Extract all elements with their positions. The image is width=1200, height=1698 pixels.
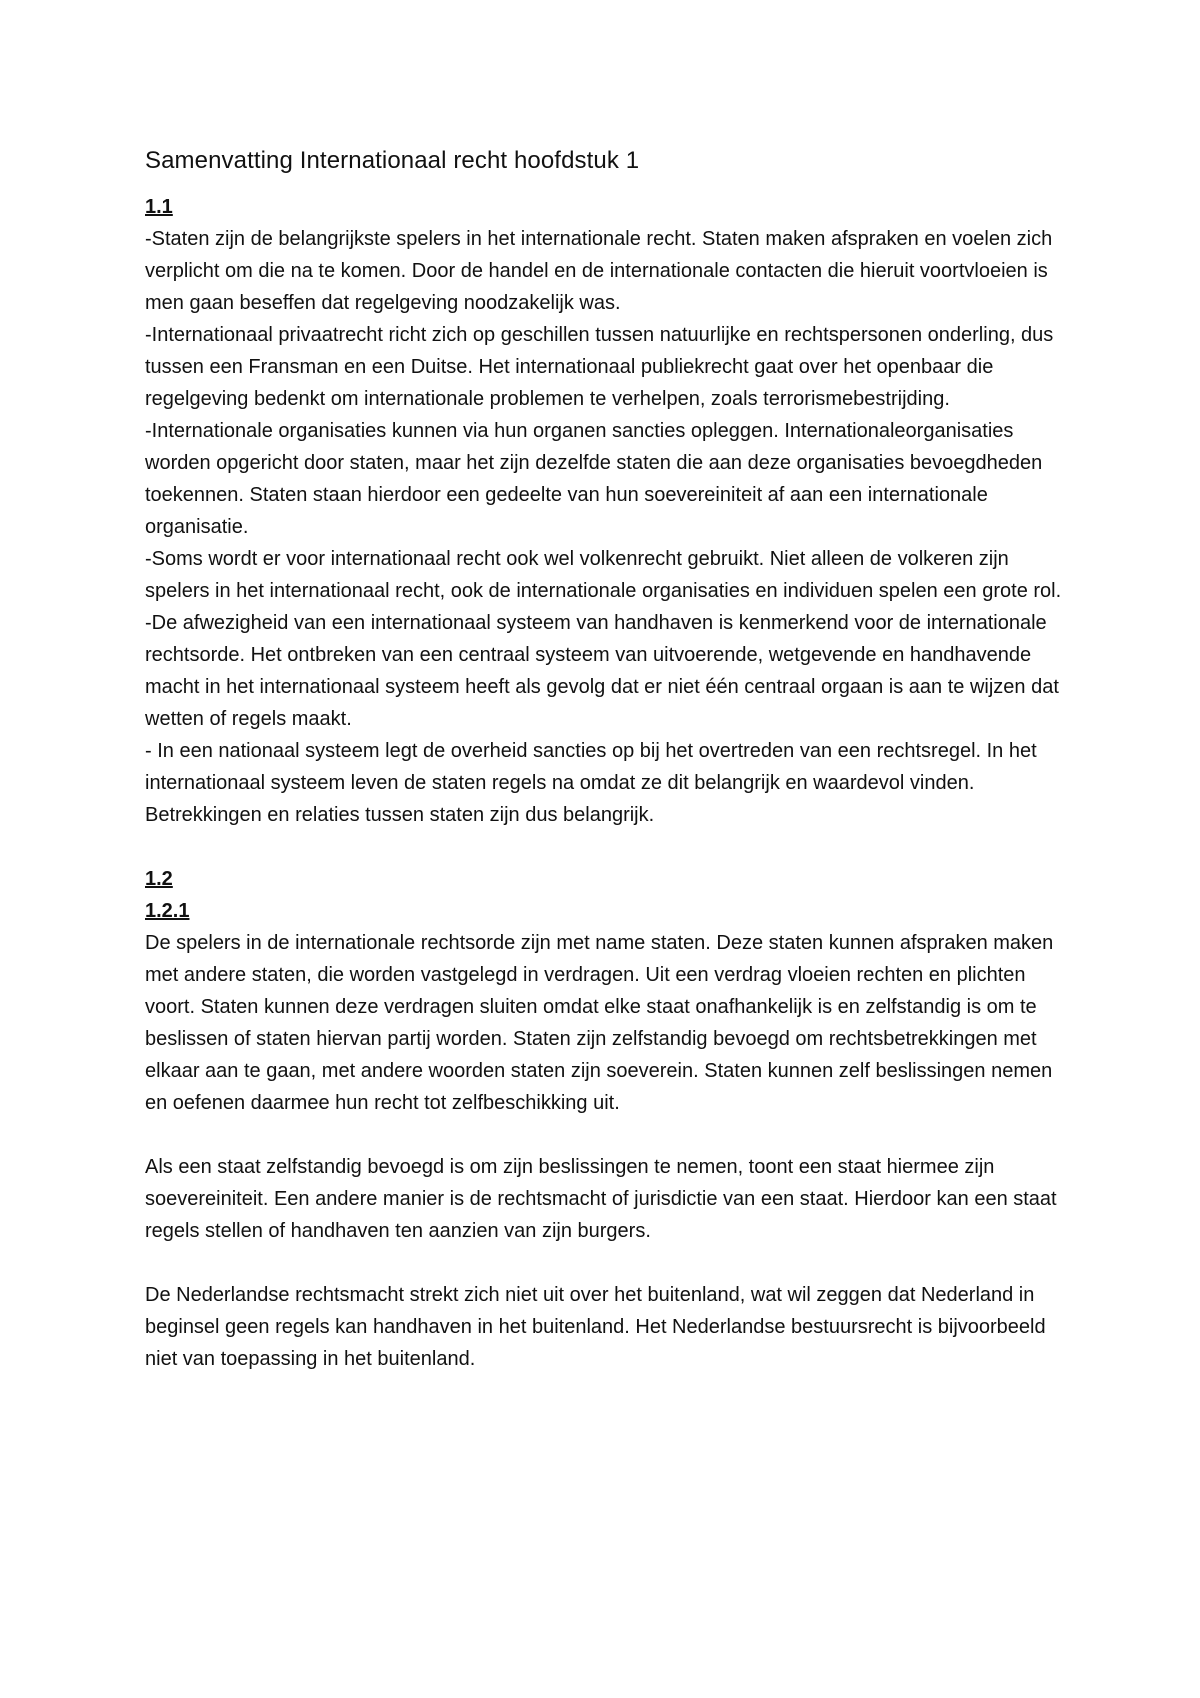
document-content: [145, 145, 1075, 1375]
document-title: Samenvatting Internationaal recht hoofdstuk 1: [145, 147, 640, 174]
paragraph: De spelers in de internationale rechtsorde zijn met name staten. Deze staten kunnen afspraken maken met andere staten, die worden vastgelegd in verdragen. Uit een verdrag vloeien rechten en plichten voort. Staten kunnen deze verdragen sluiten omdat elke staat onafhankelijk is en zelfstandig is om te beslissen of staten hiervan partij worden. Staten zijn zelfstandig bevoegd om rechtsbetrekkingen met elkaar aan te gaan, met andere woorden staten zijn soeverein. Staten kunnen zelf beslissingen nemen en oefenen daarmee hun recht tot zelfbeschikking uit.: [145, 932, 1054, 1114]
paragraph: -Internationale organisaties kunnen via hun organen sancties opleggen. Internationaleorganisaties worden opgericht door staten, maar het zijn dezelfde staten die aan deze organisaties bevoegdheden toekennen. Staten staan hierdoor een gedeelte van hun soevereiniteit af aan een internationale organisatie.: [145, 420, 1043, 538]
section-heading-1-1: 1.1: [145, 196, 173, 218]
paragraph: Als een staat zelfstandig bevoegd is om zijn beslissingen te nemen, toont een staat hiermee zijn soevereiniteit. Een andere manier is de rechtsmacht of jurisdictie van een staat. Hierdoor kan een staat regels stellen of handhaven ten aanzien van zijn burgers.: [145, 1156, 1057, 1242]
paragraph: -De afwezigheid van een internationaal systeem van handhaven is kenmerkend voor de internationale rechtsorde. Het ontbreken van een centraal systeem van uitvoerende, wetgevende en handhavende macht in het internationaal systeem heeft als gevolg dat er niet één centraal orgaan is aan te wijzen dat wetten of regels maakt.: [145, 612, 1059, 730]
blank-line: [145, 1247, 1075, 1279]
paragraph: -Internationaal privaatrecht richt zich op geschillen tussen natuurlijke en rechtspersonen onderling, dus tussen een Fransman en een Duitse. Het internationaal publiekrecht gaat over het openbaar die regelgeving bedenkt om internationale problemen te verhelpen, zoals terrorismebestrijding.: [145, 324, 1054, 410]
blank-line: [145, 831, 1075, 863]
paragraph: -Soms wordt er voor internationaal recht ook wel volkenrecht gebruikt. Niet alleen de volkeren zijn spelers in het internationaal recht, ook de internationale organisaties en individuen spelen een grote rol.: [145, 548, 1062, 602]
paragraph: De Nederlandse rechtsmacht strekt zich niet uit over het buitenland, wat wil zeggen dat Nederland in beginsel geen regels kan handhaven in het buitenland. Het Nederlandse bestuursrecht is bijvoorbeeld niet van toepassing in het buitenland.: [145, 1284, 1046, 1370]
paragraph: - In een nationaal systeem legt de overheid sancties op bij het overtreden van een rechtsregel. In het internationaal systeem leven de staten regels na omdat ze dit belangrijk en waardevol vinden. Betrekkingen en relaties tussen staten zijn dus belangrijk.: [145, 740, 1037, 826]
blank-line: [145, 1119, 1075, 1151]
paragraph: -Staten zijn de belangrijkste spelers in het internationale recht. Staten maken afspraken en voelen zich verplicht om die na te komen. Door de handel en de internationale contacten die hieruit voortvloeien is men gaan beseffen dat regelgeving noodzakelijk was.: [145, 228, 1053, 314]
subsection-heading-1-2-1: 1.2.1: [145, 900, 190, 922]
section-heading-1-2: 1.2: [145, 868, 173, 890]
